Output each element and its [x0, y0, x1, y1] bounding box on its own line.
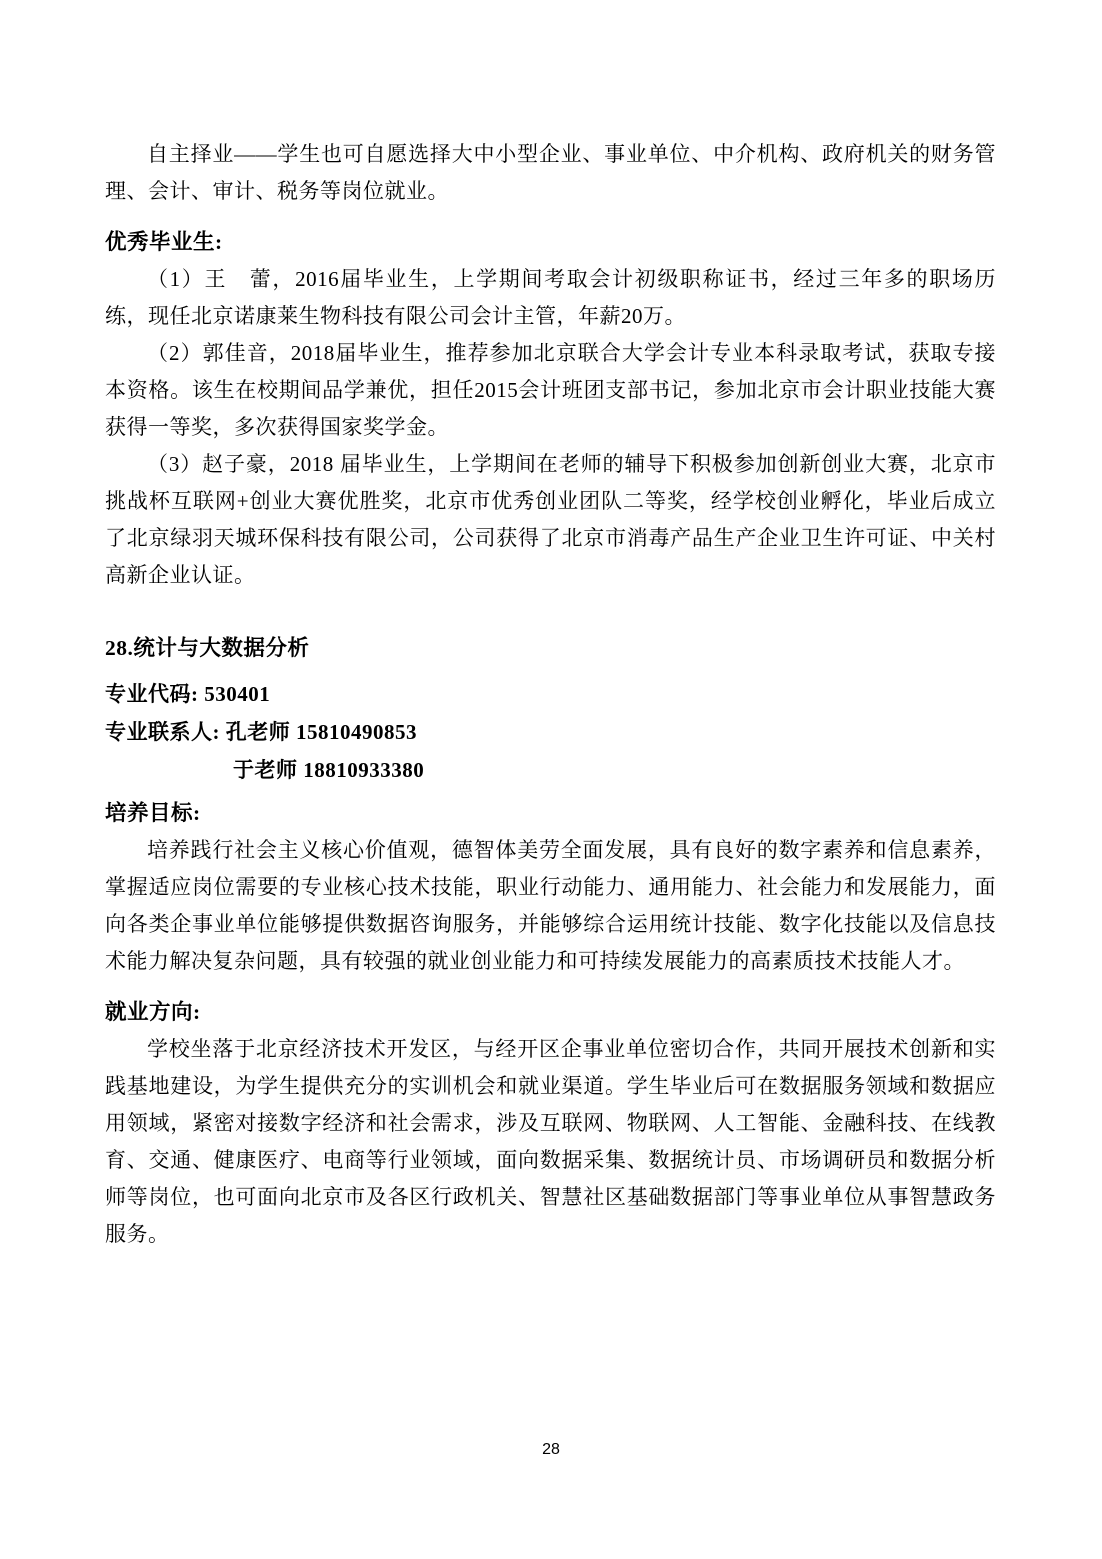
graduate-item-3: （3）赵子豪，2018 届毕业生，上学期间在老师的辅导下积极参加创新创业大赛，北京市挑战杯互联网+创业大赛优胜奖，北京市优秀创业团队二等奖，经学校创业孵化，毕业后成立了北京绿羽天城环保科技有限公司，公司获得了北京市消毒产品生产企业卫生许可证、中关村高新企业认证。	[105, 452, 996, 587]
page-number: 28	[542, 1441, 560, 1458]
heading-training-objectives: 培养目标:	[105, 801, 201, 825]
contact-label: 专业联系人:	[105, 720, 226, 744]
contact-line-2: 于老师 18810933380	[233, 758, 425, 782]
major-section-title: 28.统计与大数据分析	[105, 636, 310, 660]
paragraph-employment-direction: 学校坐落于北京经济技术开发区，与经开区企事业单位密切合作，共同开展技术创新和实践基地建设，为学生提供充分的实训机会和就业渠道。学生毕业后可在数据服务领域和数据应用领域，紧密对接数字经济和社会需求，涉及互联网、物联网、人工智能、金融科技、在线教育、交通、健康医疗、电商等行业领域，面向数据采集、数据统计员、市场调研员和数据分析师等岗位，也可面向北京市及各区行政机关、智慧社区基础数据部门等事业单位从事智慧政务服务。	[105, 1037, 996, 1246]
contact-line-1	[105, 713, 996, 751]
major-code-line: 专业代码: 530401	[105, 682, 271, 706]
heading-employment-direction: 就业方向:	[105, 1000, 201, 1024]
heading-outstanding-graduates: 优秀毕业生:	[105, 230, 223, 254]
graduate-item-1: （1）王 蕾，2016届毕业生，上学期间考取会计初级职称证书，经过三年多的职场历练，现任北京诺康莱生物科技有限公司会计主管，年薪20万。	[105, 267, 996, 328]
paragraph-self-employment: 自主择业——学生也可自愿选择大中小型企业、事业单位、中介机构、政府机关的财务管理、会计、审计、税务等岗位就业。	[105, 142, 996, 203]
document-content	[105, 136, 996, 1253]
page-footer	[0, 1441, 1102, 1459]
paragraph-training-objectives: 培养践行社会主义核心价值观，德智体美劳全面发展，具有良好的数字素养和信息素养，掌握适应岗位需要的专业核心技术技能，职业行动能力、通用能力、社会能力和发展能力，面向各类企事业单位能够提供数据咨询服务，并能够综合运用统计技能、数字化技能以及信息技术能力解决复杂问题，具有较强的就业创业能力和可持续发展能力的高素质技术技能人才。	[105, 838, 996, 973]
graduate-item-2: （2）郭佳音，2018届毕业生，推荐参加北京联合大学会计专业本科录取考试，获取专接本资格。该生在校期间品学兼优，担任2015会计班团支部书记，参加北京市会计职业技能大赛获得一等奖，多次获得国家奖学金。	[105, 341, 996, 439]
contact-value-1: 孔老师 15810490853	[225, 720, 417, 744]
